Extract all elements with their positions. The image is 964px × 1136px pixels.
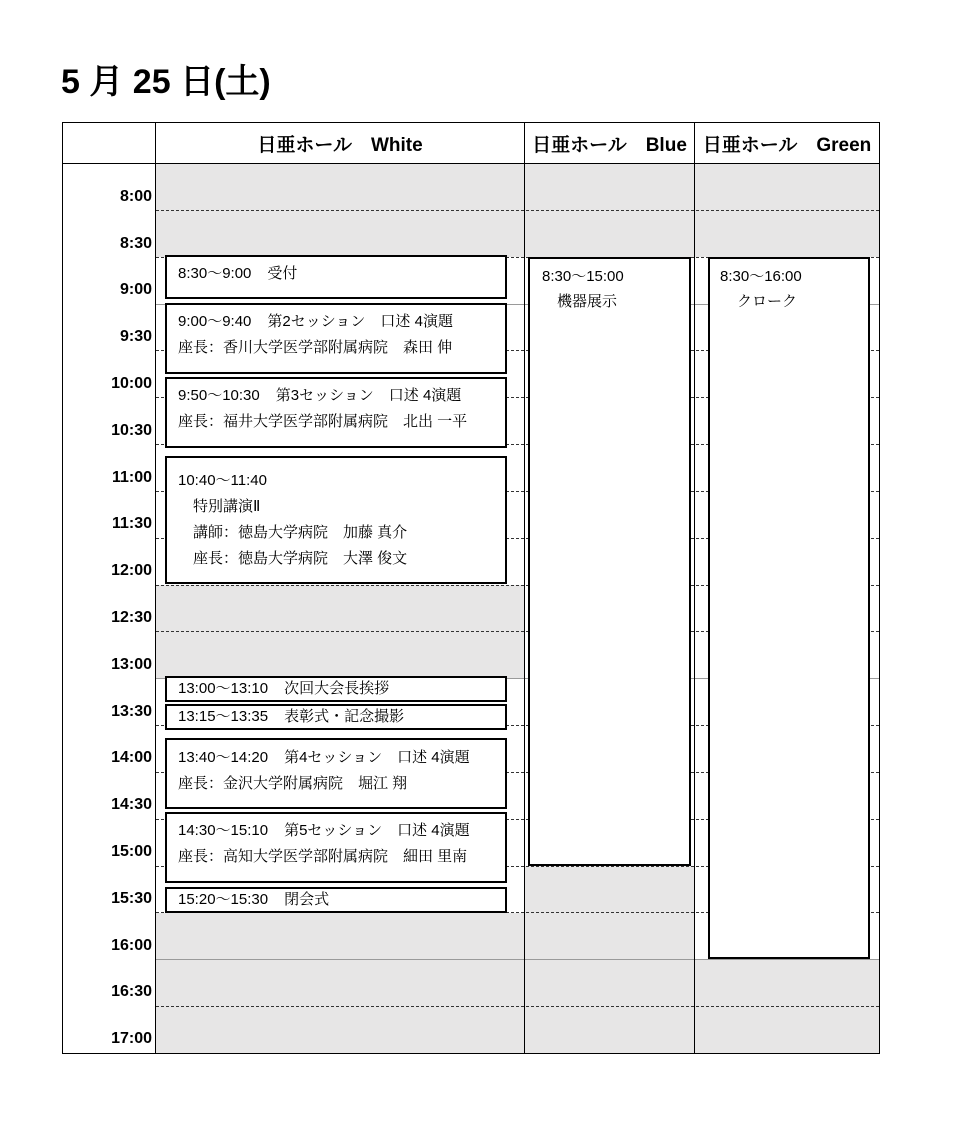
event-title: 表彰式・記念撮影 (284, 708, 405, 725)
event-chair: 座長：高知大学医学部附属病院 細田 里南 (178, 848, 468, 865)
time-label: 17:00 (111, 1030, 152, 1048)
event-chair: 座長：金沢大学附属病院 堀江 翔 (178, 775, 408, 792)
hall-header-green: 日亜ホール Green (702, 134, 872, 156)
event-title: 受付 (267, 265, 298, 282)
time-label: 16:00 (111, 936, 152, 954)
column-divider (155, 122, 156, 1054)
event-time: 13:00〜13:10 (178, 680, 269, 697)
time-label: 14:00 (111, 749, 152, 767)
header-divider (62, 163, 880, 164)
event-title: 第5セッション 口述 4演題 (284, 822, 470, 839)
time-label: 10:30 (111, 421, 152, 439)
event-title: 第4セッション 口述 4演題 (284, 749, 470, 766)
time-label: 10:00 (111, 374, 152, 392)
event-chair: 座長：香川大学医学部附属病院 森田 伸 (178, 339, 453, 356)
event-time: 9:50〜10:30 (178, 387, 260, 404)
event-time: 14:30〜15:10 (178, 822, 269, 839)
event-chair: 座長：徳島大学病院 大澤 俊文 (193, 550, 408, 567)
event-title: 機器展示 (557, 293, 618, 310)
event-title: 特別講演Ⅱ (193, 498, 261, 515)
time-label: 15:00 (111, 842, 152, 860)
time-label: 12:00 (111, 562, 152, 580)
time-label: 15:30 (111, 889, 152, 907)
time-label: 11:00 (111, 468, 152, 486)
column-divider (694, 122, 695, 1054)
event-title: 次回大会長挨拶 (284, 680, 390, 697)
event-time: 8:30〜15:00 (542, 268, 624, 285)
event-title: 閉会式 (284, 891, 330, 908)
event-lecturer: 講師：徳島大学病院 加藤 真介 (193, 524, 408, 541)
event-title: 第3セッション 口述 4演題 (275, 387, 462, 404)
event-chair: 座長：福井大学医学部附属病院 北出 一平 (178, 413, 468, 430)
time-label: 14:30 (111, 796, 152, 814)
time-label: 13:30 (111, 702, 152, 720)
time-label: 12:30 (111, 608, 152, 626)
schedule-table-frame (62, 122, 880, 1054)
time-label: 8:30 (119, 234, 152, 252)
time-label: 9:30 (119, 328, 152, 346)
event-time: 15:20〜15:30 (178, 891, 269, 908)
hall-header-white: 日亜ホール White (257, 134, 423, 156)
time-label: 11:30 (111, 515, 152, 533)
time-label: 8:00 (119, 187, 152, 205)
event-title: 第2セッション 口述 4演題 (267, 313, 453, 330)
event-time: 13:15〜13:35 (178, 708, 269, 725)
time-label: 9:00 (119, 281, 152, 299)
time-label: 16:30 (111, 983, 152, 1001)
event-time: 13:40〜14:20 (178, 749, 269, 766)
hall-header-blue: 日亜ホール Blue (532, 134, 687, 156)
event-time: 8:30〜16:00 (720, 268, 802, 285)
event-time: 8:30〜9:00 (178, 265, 252, 282)
event-time: 9:00〜9:40 (178, 313, 252, 330)
event-time: 10:40〜11:40 (178, 472, 267, 489)
column-divider (524, 122, 525, 1054)
time-label: 13:00 (111, 655, 152, 673)
event-title: クローク (737, 293, 798, 310)
page-title: 5 月 25 日(土) (61, 63, 271, 101)
